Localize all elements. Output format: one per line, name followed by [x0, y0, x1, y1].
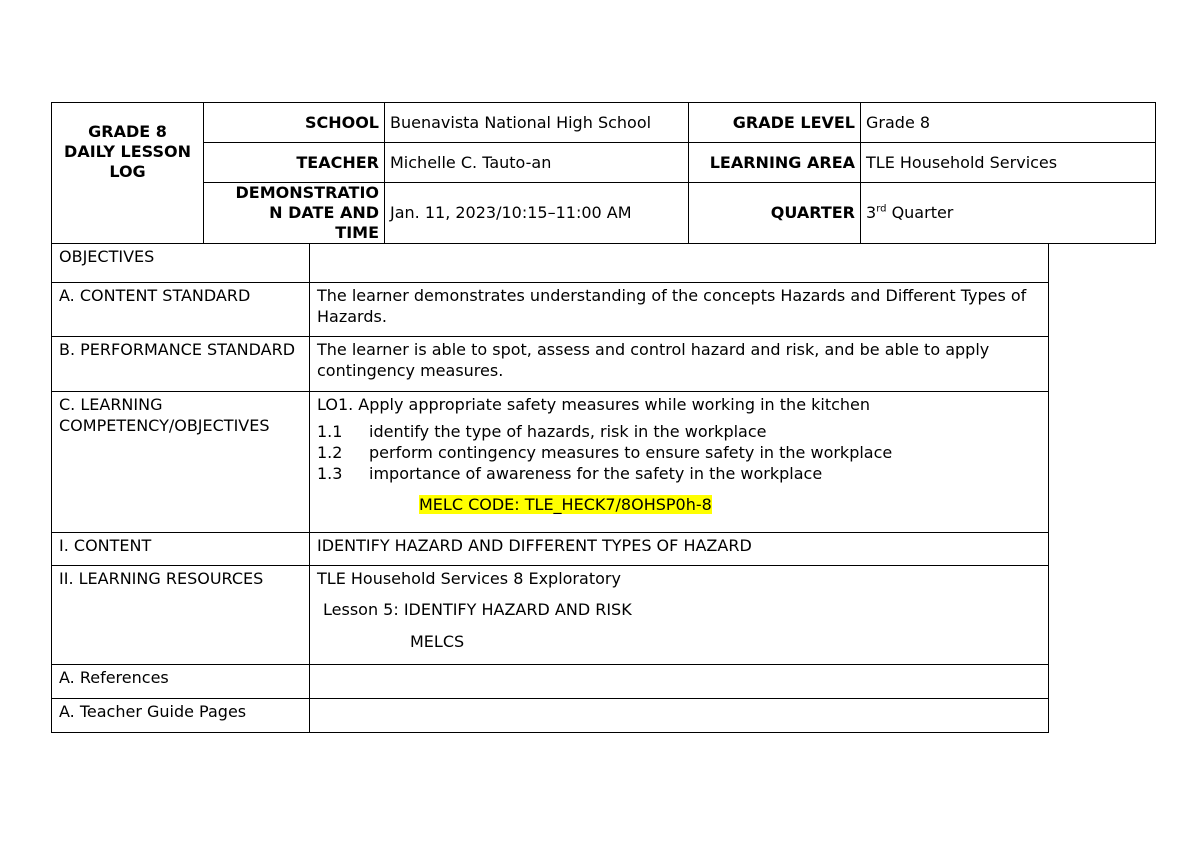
- quarter-label: QUARTER: [689, 183, 861, 244]
- teacher-guide-pages-value: [310, 699, 1049, 733]
- school-label: SCHOOL: [204, 103, 385, 143]
- title-line-3: LOG: [109, 162, 146, 181]
- learning-competency-label: C. LEARNING COMPETENCY/OBJECTIVES: [52, 392, 310, 533]
- objectives-heading: OBJECTIVES: [52, 244, 310, 283]
- competency-item: [317, 442, 1042, 463]
- competency-number: 1.2: [317, 443, 343, 462]
- competency-item: [317, 463, 1042, 484]
- objectives-heading-blank: [310, 244, 1049, 283]
- learning-area-label: LEARNING AREA: [689, 143, 861, 183]
- competency-text: importance of awareness for the safety in the workplace: [369, 464, 823, 483]
- school-value: Buenavista National High School: [385, 103, 689, 143]
- quarter-value: [861, 183, 1156, 244]
- resources-line-1: TLE Household Services 8 Exploratory: [317, 569, 621, 588]
- quarter-ordinal: rd: [876, 203, 887, 215]
- competency-text: identify the type of hazards, risk in the workplace: [369, 422, 767, 441]
- learning-competency-cell: [310, 392, 1049, 533]
- grade-level-value: Grade 8: [861, 103, 1156, 143]
- performance-standard-label: B. PERFORMANCE STANDARD: [52, 337, 310, 392]
- resources-line-3: MELCS: [410, 632, 465, 651]
- melc-code-highlight: MELC CODE: TLE_HECK7/8OHSP0h-8: [419, 495, 712, 514]
- references-value: [310, 665, 1049, 699]
- teacher-guide-pages-label: A. Teacher Guide Pages: [52, 699, 310, 733]
- competency-text: perform contingency measures to ensure safety in the workplace: [369, 443, 893, 462]
- title-line-1: GRADE 8: [88, 122, 167, 141]
- competency-number: 1.1: [317, 422, 343, 441]
- competency-item: [317, 421, 1042, 442]
- demo-label-line-2: N DATE AND: [269, 203, 379, 222]
- title-line-2: DAILY LESSON: [64, 142, 191, 161]
- demo-label-line-3: TIME: [335, 223, 379, 242]
- melc-code-line: [419, 494, 1042, 515]
- header-table: [51, 102, 1156, 244]
- competency-list: [317, 421, 1042, 484]
- learning-resources-label: II. LEARNING RESOURCES: [52, 566, 310, 665]
- quarter-word: Quarter: [886, 203, 954, 222]
- teacher-value: Michelle C. Tauto-an: [385, 143, 689, 183]
- grade-level-label: GRADE LEVEL: [689, 103, 861, 143]
- objectives-table: [51, 243, 1049, 733]
- performance-standard-value: The learner is able to spot, assess and control hazard and risk, and be able to apply contingency measures.: [310, 337, 1049, 392]
- demo-date-value: Jan. 11, 2023/10:15–11:00 AM: [385, 183, 689, 244]
- content-standard-value: The learner demonstrates understanding of the concepts Hazards and Different Types of Hazards.: [310, 283, 1049, 337]
- content-value: IDENTIFY HAZARD AND DIFFERENT TYPES OF HAZARD: [310, 533, 1049, 566]
- competency-intro: LO1. Apply appropriate safety measures while working in the kitchen: [317, 395, 871, 414]
- lesson-log-title: [52, 103, 204, 244]
- references-label: A. References: [52, 665, 310, 699]
- competency-number: 1.3: [317, 464, 343, 483]
- content-standard-label: A. CONTENT STANDARD: [52, 283, 310, 337]
- learning-area-value: TLE Household Services: [861, 143, 1156, 183]
- quarter-number: 3: [866, 203, 877, 222]
- demo-label-line-1: DEMONSTRATIO: [235, 183, 379, 202]
- resources-line-2: Lesson 5: IDENTIFY HAZARD AND RISK: [323, 600, 632, 619]
- content-label: I. CONTENT: [52, 533, 310, 566]
- teacher-label: TEACHER: [204, 143, 385, 183]
- demo-date-label: [204, 183, 385, 244]
- learning-resources-cell: [310, 566, 1049, 665]
